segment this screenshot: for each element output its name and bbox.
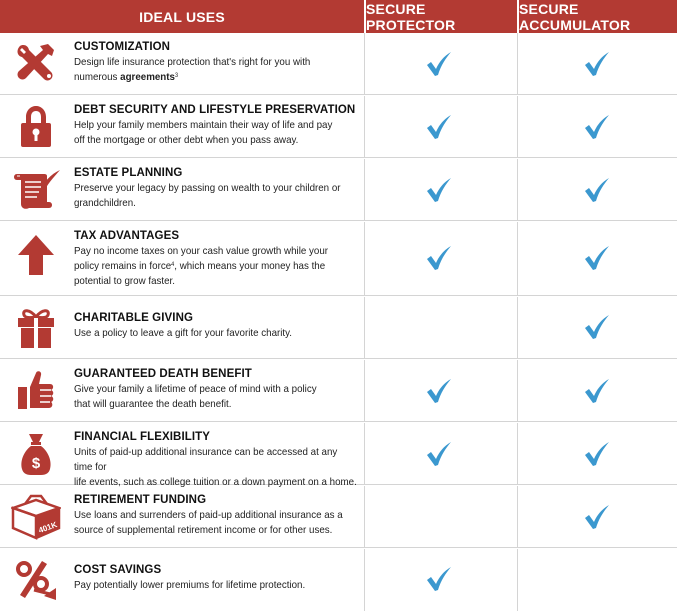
check-icon-protector	[426, 566, 456, 594]
check-icon-accumulator	[584, 314, 614, 342]
check-icon-accumulator	[584, 177, 614, 205]
table-row-tax-advantages	[0, 222, 677, 296]
check-icon-accumulator	[584, 245, 614, 273]
check-icon-protector	[426, 51, 456, 79]
row-description: Design life insurance protection that's right for you with numerous agreements$^3$	[74, 56, 311, 83]
check-icon-accumulator	[584, 504, 614, 532]
row-title: RETIREMENT FUNDING	[74, 494, 207, 506]
row-title: CHARITABLE GIVING	[74, 312, 194, 324]
table-row-guaranteed-death-benefit	[0, 360, 677, 422]
row-description: Help your family members maintain their way of life and pay off the mortgage or other debt when you pass away.	[74, 119, 333, 146]
table-header	[0, 0, 677, 33]
row-description: Give your family a lifetime of peace of mind with a policy that will guarantee the death benefit.	[74, 383, 317, 410]
row-title: CUSTOMIZATION	[74, 41, 171, 53]
check-icon-protector	[426, 177, 456, 205]
check-icon-protector	[426, 114, 456, 142]
table-row-estate-planning	[0, 159, 677, 221]
table-row-debt-security	[0, 96, 677, 158]
header-secure-accumulator: SECURE ACCUMULATOR	[519, 0, 677, 33]
row-title: TAX ADVANTAGES	[74, 230, 180, 242]
row-description: Preserve your legacy by passing on wealth to your children or grandchildren.	[74, 182, 341, 209]
401k-box-icon	[8, 490, 64, 544]
check-icon-accumulator	[584, 51, 614, 79]
row-title: GUARANTEED DEATH BENEFIT	[74, 368, 252, 380]
row-title: COST SAVINGS	[74, 564, 162, 576]
row-title: FINANCIAL FLEXIBILITY	[74, 431, 211, 443]
thumbs-up-icon	[8, 364, 64, 418]
check-icon-protector	[426, 245, 456, 273]
wrench-hammer-icon	[8, 37, 64, 91]
check-icon-accumulator	[584, 378, 614, 406]
svg-text:$: $	[31, 455, 41, 472]
row-description: Use a policy to leave a gift for your favorite charity.	[74, 327, 293, 339]
row-description: Use loans and surrenders of paid-up additional insurance as a source of supplemental retirement income or for other uses.	[74, 509, 343, 536]
row-title: ESTATE PLANNING	[74, 167, 183, 179]
check-icon-accumulator	[584, 441, 614, 469]
scroll-quill-icon	[8, 163, 64, 217]
check-icon-protector	[426, 378, 456, 406]
table-row-cost-savings	[0, 549, 677, 611]
padlock-icon	[8, 100, 64, 154]
check-icon-protector	[426, 441, 456, 469]
header-ideal-uses: IDEAL USES	[0, 0, 364, 33]
table-row-customization	[0, 33, 677, 95]
table-row-charitable-giving	[0, 297, 677, 359]
money-bag-icon	[8, 427, 64, 481]
table-row-retirement-funding	[0, 486, 677, 548]
row-description: Pay potentially lower premiums for lifetime protection.	[74, 579, 306, 591]
check-icon-accumulator	[584, 114, 614, 142]
arrow-up-icon	[8, 228, 64, 282]
gift-icon	[8, 301, 64, 355]
row-description: Units of paid-up additional insurance can be accessed at any time for life events, such as college tuition or a down payment on a home.	[74, 446, 357, 488]
header-secure-protector: SECURE PROTECTOR	[366, 0, 517, 33]
table-row-financial-flexibility	[0, 423, 677, 488]
percent-arrow-icon	[8, 553, 64, 607]
row-description: Pay no income taxes on your cash value growth while your policy remains in force$^4$, which means your money has the potential to grow faster.	[74, 245, 329, 287]
401k-label: 401K	[37, 520, 59, 536]
row-title: DEBT SECURITY AND LIFESTYLE PRESERVATION	[74, 104, 356, 116]
